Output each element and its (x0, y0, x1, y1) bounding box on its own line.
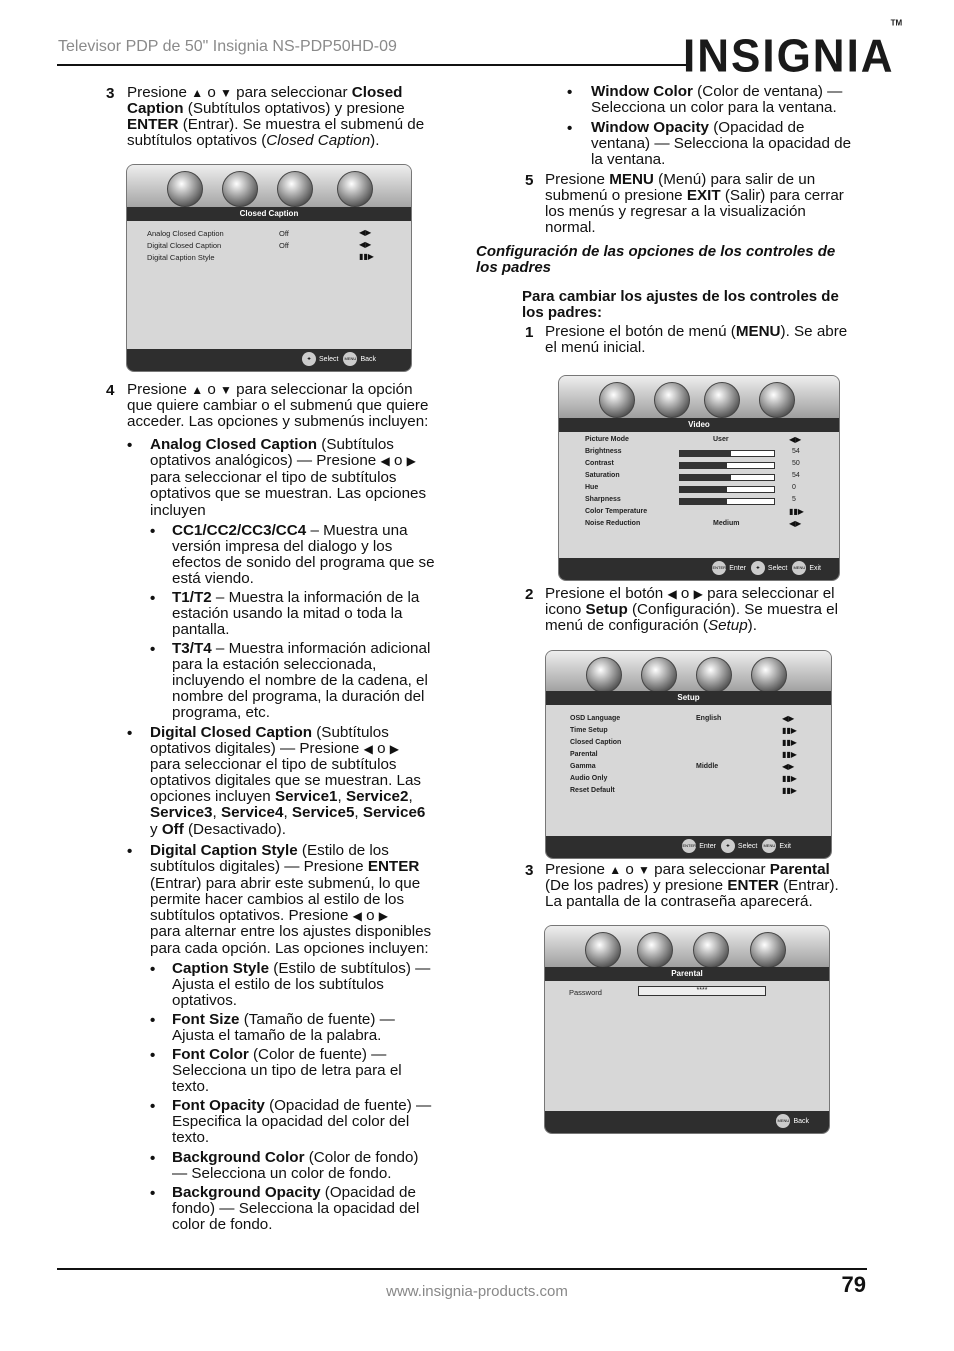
font-opacity-sub: Font Opacity (Opacidad de fuente) — Especifica la opacidad del color del texto. (172, 1097, 432, 1146)
footer-rule (57, 1268, 867, 1270)
level-slider (679, 450, 775, 457)
bullet: • (127, 437, 133, 454)
arrows-icon: ◀▶ (782, 714, 795, 723)
menu-row-label: Analog Closed Caption (147, 229, 224, 238)
page-number: 79 (841, 1272, 866, 1297)
bullet: • (150, 1185, 156, 1202)
parental-step3: Presione ▲ o ▼ para seleccionar Parental (De los padres) y presione ENTER (Entrar). La pantalla de la contraseña aparecerá. (545, 861, 839, 910)
video-menu-screenshot: Video Picture Mode User ◀▶ Brightness 54 Contrast 50 Saturation 54 Hue 0 Sharpness 5 Color Temperature ▮▮▶ Noise Reduction Medium ◀▶ ENTER Enter ✚ Select MENU Exit (558, 375, 840, 581)
menu-row-value: Off (279, 241, 289, 250)
submenu-icon: ▮▮▶ (359, 252, 374, 261)
menu-button-icon: MENU (343, 352, 357, 366)
step-number: 3 (106, 85, 115, 102)
menu-button-icon: MENU (792, 561, 806, 575)
bullet: • (567, 120, 573, 137)
menu-row-label: Closed Caption (570, 739, 622, 746)
analog-cc-item: Analog Closed Caption (Subtítulos optativos analógicos) — Presione ◀ o ▶ para seleccionar el tipo de subtítulos optativos que se muestran. Las opciones incluyen (150, 436, 427, 519)
step-number: 2 (525, 586, 534, 603)
step-number: 1 (525, 324, 534, 341)
step-number: 5 (525, 172, 534, 189)
menu-row-value: Middle (696, 763, 719, 770)
menu-row-value: 0 (792, 484, 796, 491)
menu-row-label: Brightness (585, 448, 622, 455)
menu-button-icon: MENU (776, 1114, 790, 1128)
submenu-icon: ▮▮▶ (782, 726, 797, 735)
bullet: • (567, 84, 573, 101)
bullet: • (127, 843, 133, 860)
dpad-icon: ✚ (302, 352, 316, 366)
level-slider (679, 462, 775, 469)
menu-row-value: English (696, 715, 722, 722)
caption-style-sub: Caption Style (Estilo de subtítulos) — Ajusta el estilo de los subtítulos optativos. (172, 960, 431, 1009)
menu-row-value: Off (279, 229, 289, 238)
menu-row-label: Gamma (570, 763, 596, 770)
menu-row-value: User (713, 436, 729, 443)
font-color-sub: Font Color (Color de fuente) — Selecciona un tipo de letra para el texto. (172, 1046, 402, 1095)
arrows-icon: ◀▶ (782, 762, 795, 771)
menu-row-value: 54 (792, 472, 800, 479)
enter-button-icon: ENTER (712, 561, 726, 575)
menu-row-value: Medium (713, 520, 740, 527)
step-number: 3 (525, 862, 534, 879)
cc1-item: CC1/CC2/CC3/CC4 – Muestra una versión impresa del dialogo y los efectos de sonido del programa que se está viendo. (172, 522, 435, 587)
insignia-logo: INSIGNIA™ (683, 18, 903, 83)
bullet: • (150, 523, 156, 540)
arrows-icon: ◀▶ (789, 435, 802, 444)
page-header-title: Televisor PDP de 50" Insignia NS-PDP50HD-09 (58, 38, 397, 55)
menu-row-value: 50 (792, 460, 800, 467)
bullet: • (150, 1047, 156, 1064)
arrows-icon: ◀▶ (359, 240, 372, 249)
bg-opacity-sub: Background Opacity (Opacidad de fondo) — Selecciona la opacidad del color de fondo. (172, 1184, 420, 1233)
caption-style-item: Digital Caption Style (Estilo de los subtítulos digitales) — Presione ENTER (Entrar) para abrir este submenú, lo que permite hacer cambios al estilo de los subtítulos optativos. Presione ◀ o ▶ para alternar entre los ajustes disponibles para cada opción. Las opciones incluyen: (150, 842, 432, 957)
menu-row-label: Digital Closed Caption (147, 241, 222, 250)
window-opacity-item: Window Opacity (Opacidad de ventana) — Selecciona la opacidad de la ventana. (591, 119, 852, 168)
bullet: • (150, 1012, 156, 1029)
level-slider (679, 474, 775, 481)
menu-row-label: Picture Mode (585, 436, 629, 443)
t1-item: T1/T2 – Muestra la información de la estación usando la mitad o toda la pantalla. (172, 589, 420, 638)
submenu-icon: ▮▮▶ (782, 750, 797, 759)
menu-button-icon: MENU (762, 839, 776, 853)
arrows-icon: ◀▶ (789, 519, 802, 528)
menu-row-label: Saturation (585, 472, 620, 479)
menu-title: Setup (546, 691, 831, 705)
menu-row-label: OSD Language (570, 715, 621, 722)
bg-color-sub: Background Color (Color de fondo) — Selecciona un color de fondo. (172, 1149, 419, 1182)
dpad-icon: ✚ (751, 561, 765, 575)
menu-row-label: Reset Default (570, 787, 615, 794)
menu-title: Closed Caption (127, 207, 411, 221)
menu-row-value: 5 (792, 496, 796, 503)
level-slider (679, 486, 775, 493)
font-size-sub: Font Size (Tamaño de fuente) — Ajusta el tamaño de la palabra. (172, 1011, 395, 1044)
closed-caption-screenshot: Closed Caption Analog Closed Caption Off ◀▶ Digital Closed Caption Off ◀▶ Digital Caption Style ▮▮▶ ✚ Select MENU Back (126, 164, 412, 372)
digital-cc-item: Digital Closed Caption (Subtítulos optativos digitales) — Presione ◀ o ▶ para seleccionar el tipo de subtítulos optativos digitales que se muestran. Las opciones incluyen Service1, Service2, Service3, Service4, Service5, Service6 y Off (Desactivado). (150, 724, 426, 838)
header-rule (57, 64, 687, 66)
menu-title: Video (559, 418, 839, 432)
bullet: • (150, 641, 156, 658)
menu-row-label: Sharpness (585, 496, 621, 503)
submenu-icon: ▮▮▶ (782, 774, 797, 783)
menu-row-label: Time Setup (570, 727, 608, 734)
arrows-icon: ◀▶ (359, 228, 372, 237)
section-heading: Configuración de las opciones de los controles de los padres (476, 243, 836, 276)
menu-row-label: Color Temperature (585, 508, 648, 515)
dpad-icon: ✚ (721, 839, 735, 853)
menu-row-value: 54 (792, 448, 800, 455)
bullet: • (150, 1150, 156, 1167)
setup-menu-screenshot: Setup OSD Language English ◀▶ Time Setup ▮▮▶ Closed Caption ▮▮▶ Parental ▮▮▶ Gamma Middle ◀▶ Audio Only ▮▮▶ Reset Default ▮▮▶ ENTER Enter ✚ Select MENU Exit (545, 650, 832, 859)
password-field[interactable]: **** (638, 986, 766, 996)
menu-title: Parental (545, 967, 829, 981)
menu-row-label: Audio Only (570, 775, 608, 782)
window-color-item: Window Color (Color de ventana) — Selecciona un color para la ventana. (591, 83, 843, 116)
menu-row-label: Hue (585, 484, 599, 491)
password-label: Password (569, 988, 602, 997)
step4-text: Presione ▲ o ▼ para seleccionar la opción que quiere cambiar o el submenú que quiere acceder. Las opciones y submenús incluyen: (127, 381, 429, 430)
bullet: • (150, 590, 156, 607)
footer-url: www.insignia-products.com (386, 1283, 568, 1300)
menu-row-label: Digital Caption Style (147, 253, 215, 262)
menu-row-label: Noise Reduction (585, 520, 641, 527)
bullet: • (127, 725, 133, 742)
bullet: • (150, 961, 156, 978)
menu-row-label: Contrast (585, 460, 614, 467)
step3-text: Presione ▲ o ▼ para seleccionar Closed Caption (Subtítulos optativos) y presione ENTER (Entrar). Se muestra el submenú de subtítulos optativos (Closed Caption). (127, 84, 425, 149)
enter-button-icon: ENTER (682, 839, 696, 853)
step-number: 4 (106, 382, 115, 399)
menu-row-label: Parental (570, 751, 598, 758)
submenu-icon: ▮▮▶ (782, 786, 797, 795)
t3-item: T3/T4 – Muestra información adicional para la estación seleccionada, incluyendo el nombre de la cadena, el nombre del programa, la duración del programa, etc. (172, 640, 431, 721)
bullet: • (150, 1098, 156, 1115)
procedure-heading: Para cambiar los ajustes de los controles de los padres: (522, 288, 839, 321)
parental-screenshot: Parental Password **** MENU Back (544, 925, 830, 1134)
level-slider (679, 498, 775, 505)
submenu-icon: ▮▮▶ (789, 507, 804, 516)
parental-step1: Presione el botón de menú (MENU). Se abre el menú inicial. (545, 323, 848, 356)
step5-text: Presione MENU (Menú) para salir de un submenú o presione EXIT (Salir) para cerrar los menús y regresar a la visualización normal. (545, 171, 844, 236)
submenu-icon: ▮▮▶ (782, 738, 797, 747)
parental-step2: Presione el botón ◀ o ▶ para seleccionar el icono Setup (Configuración). Se muestra el menú de configuración (Setup). (545, 585, 838, 634)
